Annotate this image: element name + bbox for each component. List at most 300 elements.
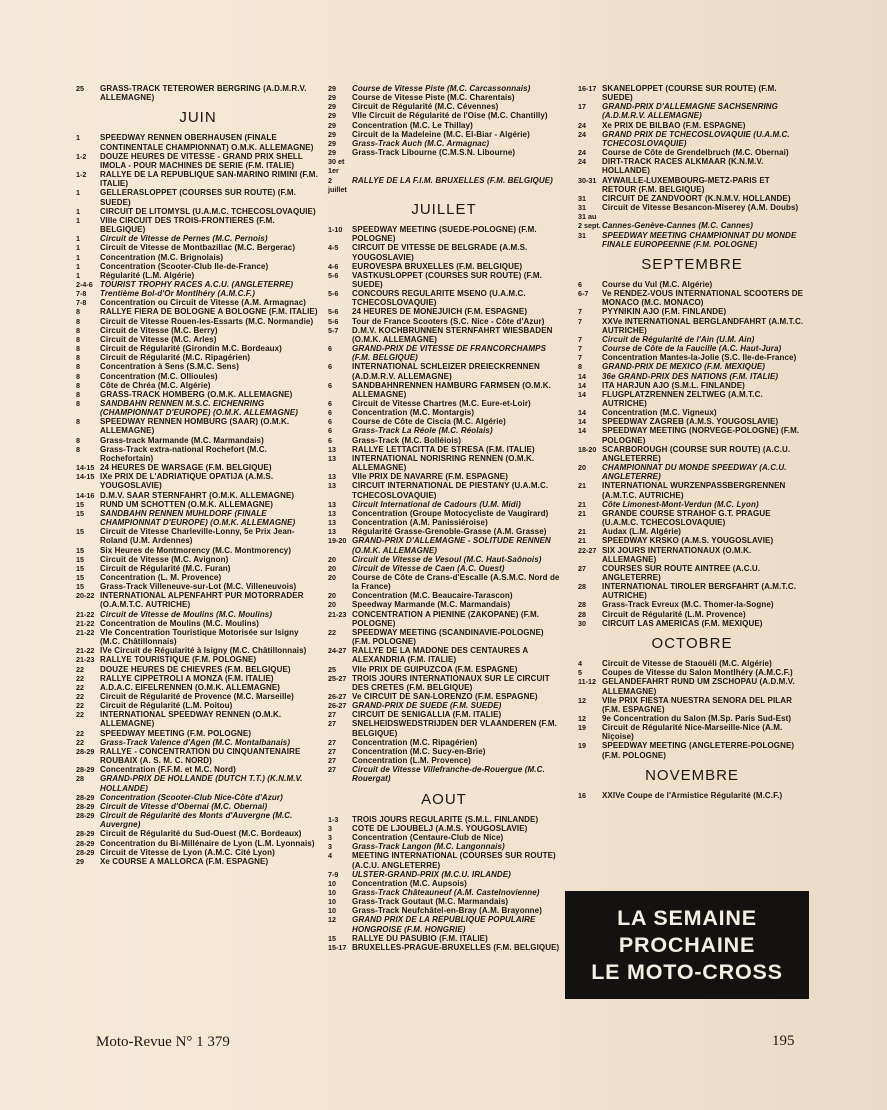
event-title: Circuit de Vitesse de Montbazillac (M.C. Bergerac)	[100, 243, 296, 253]
event-row	[578, 741, 806, 759]
event-title: SKANELOPPET (COURSE SUR ROUTE) (F.M. SUEDE)	[602, 84, 777, 103]
next-week-banner	[565, 891, 809, 999]
event-date: 21-22	[76, 646, 95, 656]
event-date: 22	[76, 692, 84, 701]
event-title: Côte de Chréa (M.C. Algérie)	[100, 380, 211, 390]
event-date: 5-6	[328, 307, 339, 317]
event-date: 8	[76, 334, 80, 344]
event-date: 1	[76, 261, 80, 271]
event-title: AYWAILLE-LUXEMBOURG-METZ-PARIS ET RETOUR (F.M. BELGIQUE)	[602, 175, 770, 194]
event-date: 14	[578, 408, 586, 418]
event-title: SPEEDWAY ZAGREB (A.M.S. YOUGOSLAVIE)	[602, 417, 779, 427]
event-date: 14	[578, 371, 586, 381]
event-title: SPEEDWAY MEETING (SUEDE-POLOGNE) (F.M. POLOGNE)	[352, 225, 537, 244]
event-date: 28-29	[76, 765, 95, 775]
event-row	[76, 857, 320, 866]
event-title: INTERNATIONAL SCHLEIZER DREIECKRENNEN (A.D.M.R.V. ALLEMAGNE)	[352, 362, 540, 381]
event-title: ULSTER-GRAND-PRIX (M.C.U. IRLANDE)	[352, 869, 511, 879]
event-date: 7-8	[76, 289, 87, 299]
event-row	[76, 335, 320, 344]
event-date: 24-27	[328, 646, 347, 656]
event-date: 22	[76, 701, 84, 711]
events-juin-end	[328, 84, 560, 194]
event-row	[328, 326, 560, 344]
event-row	[76, 436, 320, 445]
events-octobre	[578, 659, 806, 760]
event-date: 15	[328, 933, 336, 943]
event-title: Concentration (Centaure-Club de Nice)	[352, 833, 504, 843]
month-heading-juin: JUIN	[179, 109, 217, 127]
event-row	[328, 317, 560, 326]
event-date: 2 sept.	[578, 221, 601, 231]
event-row	[578, 335, 806, 344]
event-date: 24	[578, 157, 586, 167]
event-title: VIIe PRIX DE GUIPUZCOA (F.M. ESPAGNE)	[352, 664, 518, 674]
event-date: 15-17	[328, 942, 347, 952]
event-title: SPEEDWAY MEETING (NORVEGE-POLOGNE) (F.M. POLOGNE)	[602, 426, 800, 445]
event-title: Six Heures de Montmorency (M.C. Montmorency)	[100, 545, 292, 555]
event-row	[76, 362, 320, 371]
event-title: Concentration (M.C. Montargis)	[352, 408, 475, 418]
event-date: 14-15	[76, 472, 95, 482]
event-date: 20	[328, 563, 336, 573]
event-row	[328, 888, 560, 897]
event-row	[328, 555, 560, 564]
event-date: 15	[76, 572, 84, 582]
event-title: Course de Côte de la Faucille (A.C. Haut-Jura)	[602, 344, 782, 354]
event-row	[76, 472, 320, 490]
event-date: 21-23	[328, 609, 347, 619]
event-title: CONCENTRATION A PIENINE (ZAKOPANE) (F.M. POLOGNE)	[352, 609, 540, 628]
event-date: 6-7	[578, 289, 589, 299]
event-row	[578, 600, 806, 609]
event-title: Circuit de Vitesse de Lyon (A.M.C. Cité Lyon)	[100, 847, 275, 857]
event-row	[328, 628, 560, 646]
event-date: 13	[328, 481, 336, 491]
event-title: 36e GRAND-PRIX DES NATIONS (F.M. ITALIE)	[602, 371, 779, 381]
event-date: 28-29	[76, 838, 95, 848]
event-row	[578, 509, 806, 527]
event-title: Grass-track Marmande (M.C. Marmandais)	[100, 435, 264, 445]
event-row	[76, 84, 320, 102]
event-row	[328, 756, 560, 765]
footer-magazine-title: Moto-Revue N° 1 379	[96, 1034, 230, 1050]
event-date: 13	[328, 453, 336, 463]
event-date: 24	[578, 120, 586, 130]
event-title: A.D.A.C. EIFELRENNEN (O.M.K. ALLEMAGNE)	[100, 682, 281, 692]
event-title: Circuit de Vitesse d'Obernai (M.C. Obernai)	[100, 801, 268, 811]
event-title: Circuit de Vitesse de Moulins (M.C. Moulins)	[100, 609, 273, 619]
event-title: Concentration (M.C. Ripagérien)	[352, 737, 478, 747]
event-date: 13	[328, 472, 336, 482]
event-title: Régularité (L.M. Algérie)	[100, 270, 195, 280]
event-title: Grass-Track Goutaut (M.C. Marmandais)	[352, 897, 509, 907]
event-row	[578, 212, 806, 221]
event-row	[328, 665, 560, 674]
event-row	[578, 619, 806, 628]
event-row	[76, 683, 320, 692]
event-date: 12	[328, 915, 336, 925]
event-row	[76, 317, 320, 326]
event-row	[578, 121, 806, 130]
event-row	[328, 509, 560, 518]
event-title: Circuit de la Madeleine (M.C. El-Biar - Algérie)	[352, 129, 530, 139]
event-row	[578, 176, 806, 194]
event-row	[578, 102, 806, 120]
event-date: 25-27	[328, 673, 347, 683]
event-row	[76, 738, 320, 747]
event-title: SPEEDWAY MEETING (SCANDINAVIE-POLOGNE) (F.M. POLOGNE)	[352, 627, 544, 647]
event-date: 15	[76, 545, 84, 555]
event-title: Concentration (F.F.M. et M.C. Nord)	[100, 765, 236, 775]
event-title: Grass-Track extra-national Rochefort (M.C. Rochefortain)	[100, 444, 267, 463]
event-date: 19	[578, 723, 586, 733]
event-title: RALLYE FIERA DE BOLOGNE A BOLOGNE (F.M. ITALIE)	[100, 307, 318, 317]
event-row	[76, 646, 320, 655]
event-row	[76, 298, 320, 307]
event-row	[328, 842, 560, 851]
event-date: 28	[578, 609, 586, 619]
event-date: 1-3	[328, 814, 339, 824]
event-title: CIRCUIT DE ZANDVOORT (K.N.M.V. HOLLANDE)	[602, 193, 791, 203]
event-row	[578, 194, 806, 203]
event-row	[328, 225, 560, 243]
event-row	[328, 851, 560, 869]
event-row	[76, 701, 320, 710]
event-date: 27	[328, 756, 336, 766]
event-row	[328, 445, 560, 454]
column-2	[328, 84, 560, 952]
event-title: MEETING INTERNATIONAL (COURSES SUR ROUTE) (A.C.U. ANGLETERRE)	[352, 851, 556, 870]
event-date: 13	[328, 444, 336, 454]
event-date: 15	[76, 499, 84, 509]
month-heading-novembre: NOVEMBRE	[645, 766, 739, 784]
event-row	[578, 84, 806, 102]
event-title: GRAND-PRIX DE MEXICO (F.M. MEXIQUE)	[602, 362, 766, 372]
event-title: Circuit de Vitesse Chartres (M.C. Eure-et-Loir)	[352, 399, 531, 408]
event-title: Circuit de Vitesse de Vesoul (M.C. Haut-Saônois)	[352, 554, 542, 564]
event-title: SPEEDWAY MEETING CHAMPIONNAT DU MONDE FINALE EUROPEENNE (F.M. POLOGNE)	[602, 230, 797, 249]
event-row	[328, 943, 560, 952]
event-title: GRASS-TRACK TETEROWER BERGRING (A.D.M.R.V. ALLEMAGNE)	[100, 84, 307, 103]
event-date: 5-6	[328, 316, 339, 326]
event-row	[328, 381, 560, 399]
event-title: XXIVe Coupe de l'Armistice Régularité (M.C.F.)	[602, 790, 783, 800]
event-title: TROIS JOURS INTERNATIONAUX SUR LE CIRCUIT DES CRETES (F.M. BELGIQUE)	[352, 673, 550, 692]
event-title: Xe PRIX DE BILBAO (F.M. ESPAGNE)	[602, 120, 746, 130]
event-date: 5-6	[328, 289, 339, 299]
event-row	[328, 527, 560, 536]
event-row	[578, 536, 806, 545]
event-date: 21	[578, 508, 586, 518]
event-title: SANDBAHNRENNEN HAMBURG FARMSEN (O.M.K. ALLEMAGNE)	[352, 380, 551, 399]
event-date: 1	[76, 206, 80, 216]
event-title: COTE DE LJOUBELJ (A.M.S. YOUGOSLAVIE)	[352, 823, 528, 833]
event-row	[76, 390, 320, 399]
event-date: 29	[328, 148, 336, 158]
event-title: Concentration (Scooter-Club Ile-de-France)	[100, 261, 269, 271]
event-title: Circuit de Vitesse (M.C. Berry)	[100, 325, 218, 335]
event-date: 13	[328, 499, 336, 509]
event-date: 29	[328, 138, 336, 148]
event-row	[328, 897, 560, 906]
event-row	[76, 509, 320, 527]
event-date: 27	[328, 710, 336, 720]
event-row	[328, 915, 560, 933]
event-row	[328, 500, 560, 509]
event-date: 26-27	[328, 701, 347, 711]
event-date: 6	[578, 279, 582, 289]
event-row	[328, 692, 560, 701]
event-title: SPEEDWAY MEETING (F.M. POLOGNE)	[100, 728, 252, 738]
event-title: Grass-Track Auch (M.C. Armagnac)	[352, 138, 490, 148]
event-row	[328, 610, 560, 628]
event-date: 25	[76, 84, 84, 93]
banner-line-3: LE MOTO-CROSS	[591, 960, 783, 984]
month-heading-aout: AOUT	[421, 790, 467, 808]
event-title: Circuit de Vitesse Rouen-les-Essarts (M.C. Normandie)	[100, 316, 314, 326]
event-date: 20	[328, 591, 336, 601]
events-septembre	[578, 280, 806, 628]
event-title: Grass-Track Châteauneuf (A.M. Castelnovienne)	[352, 887, 540, 897]
event-title: Circuit de Vitesse Charleville-Lonny, 5e Prix Jean-Roland (U.M. Ardennes)	[100, 527, 295, 546]
event-row	[76, 527, 320, 545]
event-row	[328, 879, 560, 888]
event-title: VIIe PRIX FIESTA NUESTRA SENORA DEL PILAR (F.M. ESPAGNE)	[602, 695, 793, 714]
event-date: 22	[76, 728, 84, 738]
event-date: 28	[76, 774, 84, 784]
event-title: CIRCUIT LAS AMERICAS (F.M. MEXIQUE)	[602, 618, 763, 628]
event-row	[578, 426, 806, 444]
event-title: VIIIe CIRCUIT DES TROIS-FRONTIERES (F.M. BELGIQUE)	[100, 215, 275, 235]
event-title: Circuit de Régularité de Provence (M.C. Marseille)	[100, 692, 294, 701]
event-row	[578, 221, 806, 230]
event-date: 31 au	[578, 212, 597, 222]
event-row	[76, 500, 320, 509]
event-title: Ve CIRCUIT DE SAN-LORENZO (F.M. ESPAGNE)	[352, 692, 538, 701]
event-date: 7	[578, 334, 582, 344]
event-title: Ve RENDEZ-VOUS INTERNATIONAL SCOOTERS DE MONACO (M.C. MONACO)	[602, 289, 804, 308]
event-title: INTERNATIONAL TIROLER BERGFAHRT (A.M.T.C. AUTRICHE)	[602, 582, 797, 601]
event-date: 20	[328, 572, 336, 582]
event-date: 14	[578, 426, 586, 436]
event-date: 19	[578, 741, 586, 751]
event-title: Circuit de Régularité (L.M. Provence)	[602, 609, 746, 619]
event-row	[76, 372, 320, 381]
event-date: 6	[328, 344, 332, 354]
event-title: Concentration (M.C. Le Thillay)	[352, 120, 473, 130]
event-title: CIRCUIT DE LITOMYSL (U.A.M.C. TCHECOSLOVAQUIE)	[100, 206, 316, 216]
event-row	[328, 564, 560, 573]
event-date: 8	[76, 344, 80, 354]
event-title: Course de Vitesse Piste (M.C. Carcassonnais)	[352, 84, 531, 93]
event-date: 8	[76, 380, 80, 390]
event-row	[76, 170, 320, 188]
event-date: 28-29	[76, 847, 95, 857]
event-date: 3	[328, 842, 332, 852]
event-title: Circuit de Régularité (M.C. Ripagérien)	[100, 353, 251, 363]
event-row	[76, 692, 320, 701]
event-date: 8	[76, 325, 80, 335]
event-date: 20	[328, 600, 336, 610]
event-date: 14	[578, 389, 586, 399]
event-row	[76, 307, 320, 316]
event-row	[328, 121, 560, 130]
event-title: Concentration (Scooter-Club Nice-Côte d'Azur)	[100, 792, 283, 802]
event-row	[328, 84, 560, 93]
event-row	[328, 710, 560, 719]
event-title: Speedway Marmande (M.C. Marmandais)	[352, 600, 511, 610]
event-date: 29	[76, 856, 84, 866]
event-date: 12	[578, 714, 586, 723]
event-date: 20	[578, 463, 586, 473]
event-date: 1-10	[328, 225, 343, 235]
event-date: 28-29	[76, 746, 95, 756]
event-date: 7-9	[328, 869, 339, 879]
event-row	[328, 243, 560, 261]
event-date: 16-17	[578, 84, 597, 93]
event-row	[328, 176, 560, 194]
event-date: 3	[328, 833, 332, 843]
event-date: 5-7	[328, 325, 339, 335]
event-row	[578, 157, 806, 175]
event-date: 29	[328, 129, 336, 139]
event-date: 21-22	[76, 609, 95, 619]
event-row	[578, 372, 806, 381]
event-row	[76, 811, 320, 829]
event-title: VIIe Circuit de Régularité de l'Oise (M.C. Chantilly)	[352, 111, 548, 121]
event-row	[76, 445, 320, 463]
event-row	[328, 408, 560, 417]
event-date: 20-22	[76, 591, 95, 601]
event-row	[76, 491, 320, 500]
event-title: Circuit de Régularité (M.C. Cévennes)	[352, 102, 499, 112]
event-date: 6	[328, 417, 332, 427]
event-row	[578, 677, 806, 695]
event-date: 20	[328, 554, 336, 564]
event-title: GRAND-PRIX DE HOLLANDE (DUTCH T.T.) (K.N.M.V. HOLLANDE)	[100, 774, 303, 793]
event-title: RUND UM SCHOTTEN (O.M.K. ALLEMAGNE)	[100, 499, 273, 509]
event-title: Grass-Track (M.C. Bolléiois)	[352, 435, 462, 445]
event-title: Régularité Grasse-Grenoble-Grasse (A.M. Grasse)	[352, 527, 547, 537]
event-row	[578, 564, 806, 582]
event-row	[578, 417, 806, 426]
event-row	[328, 870, 560, 879]
event-row	[328, 102, 560, 111]
event-title: INTERNATIONAL NORISRING RENNEN (O.M.K. ALLEMAGNE)	[352, 453, 535, 473]
event-date: 8	[76, 444, 80, 454]
event-date: 8	[76, 399, 80, 408]
event-date: 30-31	[578, 175, 597, 185]
event-row	[328, 399, 560, 408]
event-title: Circuit de Vitesse de Caen (A.C. Ouest)	[352, 563, 505, 573]
event-title: Grass-Track Neufchâtel-en-Bray (A.M. Brayonne)	[352, 906, 542, 916]
event-row	[328, 417, 560, 426]
event-title: Course de Vitesse Piste (M.C. Charentais)	[352, 93, 515, 103]
event-row	[328, 674, 560, 692]
event-row	[578, 353, 806, 362]
event-row	[328, 436, 560, 445]
event-date: 15	[76, 563, 84, 573]
event-date: 8	[76, 417, 80, 427]
event-title: TOURIST TROPHY RACES A.C.U. (ANGLETERRE)	[100, 279, 294, 289]
event-title: Grass-Track Villeneuve-sur-Lot (M.C. Villeneuvois)	[100, 582, 297, 592]
event-row	[578, 231, 806, 249]
event-date: 1-2	[76, 151, 87, 161]
event-title: COURSES SUR ROUTE AINTREE (A.C.U. ANGLETERRE)	[602, 563, 761, 582]
event-row	[76, 271, 320, 280]
event-title: Côte Limonest-Mont-Verdun (M.C. Lyon)	[602, 499, 759, 509]
event-date: 22	[76, 737, 84, 747]
event-row	[328, 111, 560, 120]
event-row	[578, 696, 806, 714]
event-row	[76, 774, 320, 792]
event-title: INTERNATIONAL WURZENPASSBERGRENNEN (A.M.T.C. AUTRICHE)	[602, 481, 786, 500]
event-date: 24	[578, 129, 586, 139]
event-title: GELANDEFAHRT RUND UM ZSCHOPAU (A.D.M.V. ALLEMAGNE)	[602, 677, 795, 696]
event-title: RALLYE DE LA REPUBLIQUE SAN-MARINO RIMINI (F.M. ITALIE)	[100, 170, 318, 189]
event-row	[328, 271, 560, 289]
event-row	[328, 148, 560, 157]
event-title: Circuit de Régularité du Sud-Ouest (M.C. Bordeaux)	[100, 829, 302, 839]
event-title: RALLYE DE LA MADONE DES CENTAURES A ALEXANDRIA (F.M. ITALIE)	[352, 646, 528, 665]
column-3	[578, 84, 806, 800]
event-title: Course de Côte de Grendelbruch (M.C. Obernai)	[602, 148, 789, 158]
event-row	[328, 600, 560, 609]
event-row	[578, 610, 806, 619]
event-date: 5	[578, 668, 582, 678]
event-row	[328, 719, 560, 737]
event-date: 3	[328, 823, 332, 833]
event-row	[76, 628, 320, 646]
event-title: Concentration (M.C. Beaucaire-Tarascon)	[352, 591, 513, 601]
event-date: 21-23	[76, 655, 95, 665]
event-title: TROIS JOURS REGULARITE (S.M.L. FINLANDE)	[352, 814, 539, 824]
event-row	[76, 381, 320, 390]
event-title: RALLYE - CONCENTRATION DU CINQUANTENAIRE ROUBAIX (A. S. M. C. NORD)	[100, 746, 301, 766]
event-row	[328, 481, 560, 499]
event-title: Cannes-Genève-Cannes (M.C. Cannes)	[602, 221, 753, 231]
event-title: Concentration du Bi-Millénaire de Lyon (L.M. Lyonnais)	[100, 838, 315, 848]
month-heading-octobre: OCTOBRE	[651, 634, 733, 652]
event-title: Circuit de Régularité Nice-Marseille-Nice (A.M. Niçoise)	[602, 723, 783, 742]
event-row	[76, 353, 320, 362]
event-date: 8	[76, 316, 80, 326]
event-row	[578, 289, 806, 307]
event-title: INTERNATIONAL SPEEDWAY RENNEN (O.M.K. ALLEMAGNE)	[100, 710, 282, 729]
event-title: GRAND-PRIX DE SUEDE (F.M. SUEDE)	[352, 701, 502, 711]
event-row	[76, 582, 320, 591]
event-title: Concentration (M.C. Vigneux)	[602, 408, 717, 418]
event-row	[76, 729, 320, 738]
event-date: 7	[578, 344, 582, 354]
event-date: 11-12	[578, 677, 596, 687]
event-title: SPEEDWAY KRSKO (A.M.S. YOUGOSLAVIE)	[602, 536, 774, 546]
event-row	[328, 518, 560, 527]
event-row	[328, 646, 560, 664]
event-title: Concentration ou Circuit de Vitesse (A.M. Armagnac)	[100, 298, 307, 308]
event-date: 4-5	[328, 243, 339, 253]
event-date: 7	[578, 307, 582, 317]
event-date: 7	[578, 316, 582, 326]
event-row	[578, 130, 806, 148]
event-title: SANDBAHN RENNEN M.S.C. EICHENRING (CHAMPIONNAT D'EUROPE) (O.M.K. ALLEMAGNE)	[100, 399, 298, 418]
event-row	[76, 188, 320, 206]
event-row	[76, 839, 320, 848]
event-title: CHAMPIONNAT DU MONDE SPEEDWAY (A.C.U. ANGLETERRE)	[602, 463, 787, 482]
event-date: 6	[328, 380, 332, 390]
event-title: GRAND-PRIX D'ALLEMAGNE SACHSENRING (A.D.M.R.V. ALLEMAGNE)	[602, 102, 778, 121]
